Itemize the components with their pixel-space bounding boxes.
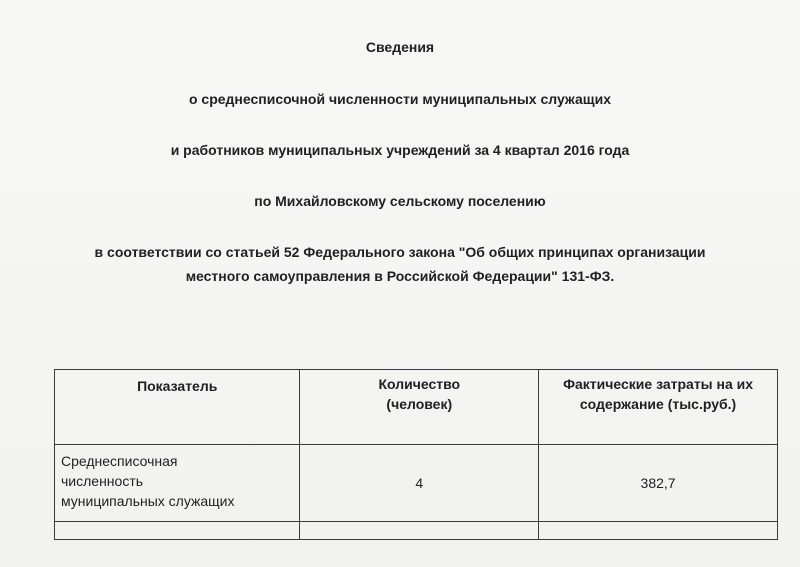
count-value: 4	[415, 475, 424, 491]
empty-cell	[539, 522, 778, 540]
cost-cell	[539, 445, 778, 522]
indicator-line-1: Среднесписочная	[61, 453, 178, 469]
subtitle-line-4: в соответствии со статьей 52 Федерального закона "Об общих принципах организации	[94, 244, 706, 260]
table-row-empty	[55, 522, 778, 540]
header-cost-line-2: содержание (тыс.руб.)	[579, 396, 737, 412]
table-row	[55, 445, 778, 522]
header-indicator-label: Показатель	[137, 378, 218, 394]
header-cost	[539, 370, 778, 445]
header-count	[300, 370, 539, 445]
subtitle-line-3: по Михайловскому сельскому поселению	[254, 193, 546, 209]
header-count-line-2: (человек)	[386, 396, 453, 412]
subtitle-line-2: и работников муниципальных учреждений за 4 квартал 2016 года	[170, 142, 630, 158]
empty-cell	[55, 522, 300, 540]
subtitle-line-5: местного самоуправления в Российской Федерации" 131-ФЗ.	[185, 268, 615, 284]
table-header-row	[55, 370, 778, 445]
header-cost-line-1: Фактические затраты на их	[563, 376, 754, 392]
count-cell	[300, 445, 539, 522]
header-count-line-1: Количество	[378, 376, 461, 392]
empty-cell	[300, 522, 539, 540]
header-indicator	[55, 370, 300, 445]
cost-value: 382,7	[640, 475, 676, 491]
indicator-line-2: численность	[61, 473, 144, 489]
subtitle-line-1: о среднесписочной численности муниципальных служащих	[188, 91, 612, 107]
data-table	[54, 369, 778, 540]
indicator-line-3: муниципальных служащих	[61, 493, 235, 509]
document-title: Сведения	[365, 39, 435, 55]
indicator-cell	[55, 445, 300, 522]
